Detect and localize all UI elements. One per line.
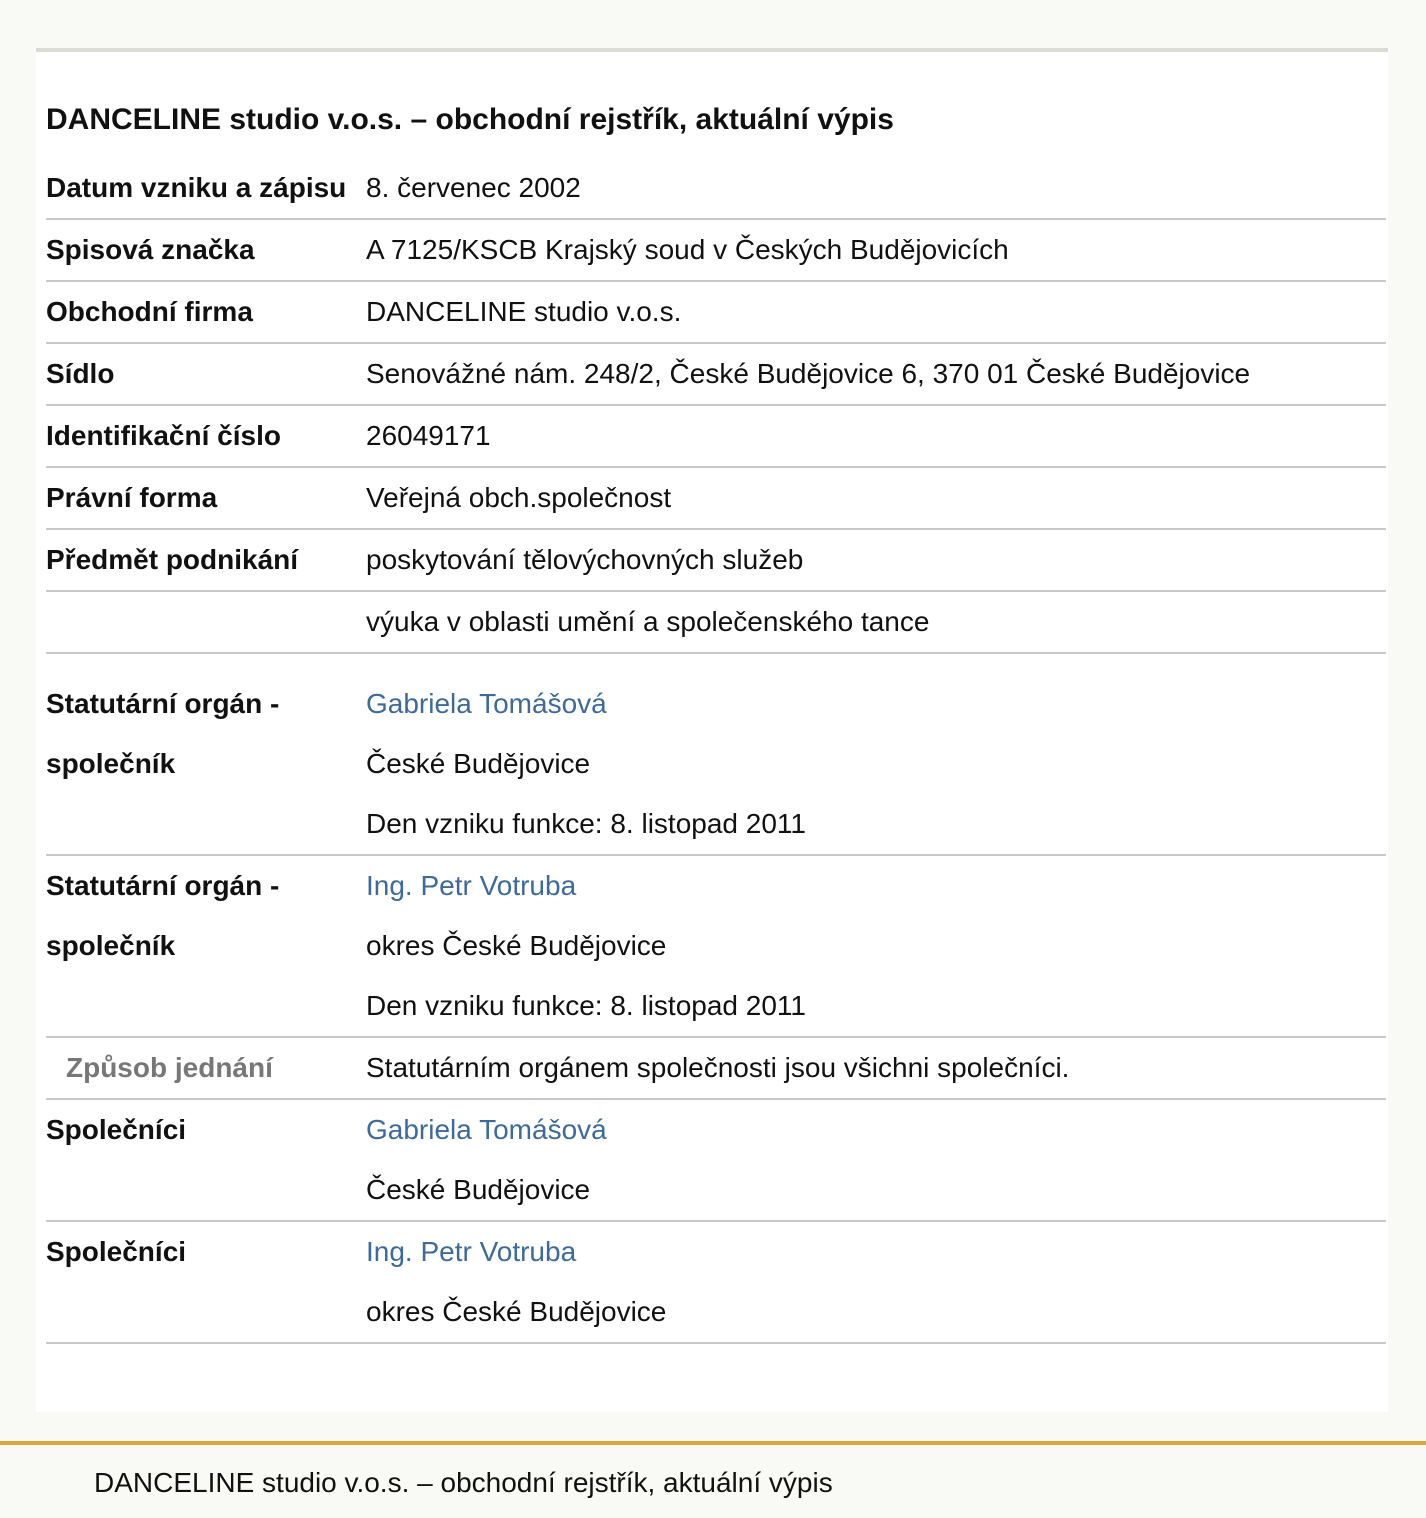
row-value: A 7125/KSCB Krajský soud v Českých Budějovicích [366, 234, 1009, 265]
row-values [366, 1100, 1386, 1220]
person-link-votruba[interactable]: Ing. Petr Votruba [366, 870, 577, 901]
row-spolecnici [46, 1100, 1386, 1222]
row-label-empty [46, 592, 366, 652]
row-values [366, 674, 1386, 854]
row-label: Společníci [46, 1114, 187, 1145]
row-label: Předmět podnikání [46, 544, 299, 575]
row-values [366, 530, 1386, 590]
person-place: České Budějovice [366, 748, 591, 779]
row-values [366, 856, 1386, 1036]
row-statutarni-organ [46, 674, 1386, 856]
row-label: Sídlo [46, 358, 115, 389]
row-values [366, 344, 1386, 404]
row-label: Obchodní firma [46, 296, 253, 327]
row-values [366, 406, 1386, 466]
row-values [366, 220, 1386, 280]
row-value: Veřejná obch.společnost [366, 482, 672, 513]
row-predmet-podnikani-cont [46, 592, 1386, 654]
row-label: Spisová značka [46, 234, 255, 265]
row-spisova-znacka [46, 220, 1386, 282]
row-value: 26049171 [366, 420, 491, 451]
row-values [366, 158, 1386, 218]
function-since: Den vzniku funkce: 8. listopad 2011 [366, 990, 806, 1021]
row-pravni-forma [46, 468, 1386, 530]
row-datum-vzniku [46, 158, 1386, 220]
row-values [366, 468, 1386, 528]
row-values [366, 592, 1386, 652]
row-label: Způsob jednání [66, 1052, 273, 1083]
row-value: Senovážné nám. 248/2, České Budějovice 6, 370 01 České Budějovice [366, 358, 1251, 389]
row-values [366, 1038, 1386, 1098]
row-obchodni-firma [46, 282, 1386, 344]
person-place: okres České Budějovice [366, 930, 667, 961]
row-value: poskytování tělovýchovných služeb [366, 544, 804, 575]
row-label: Statutární orgán - společník [46, 688, 280, 779]
row-spolecnici [46, 1222, 1386, 1344]
row-label: Identifikační číslo [46, 420, 281, 451]
person-place: okres České Budějovice [366, 1296, 667, 1327]
row-value: 8. červenec 2002 [366, 172, 581, 203]
registry-table [46, 158, 1386, 1344]
row-label: Statutární orgán - společník [46, 870, 280, 961]
row-value: Statutárním orgánem společnosti jsou všichni společníci. [366, 1052, 1070, 1083]
row-statutarni-organ [46, 856, 1386, 1038]
person-link-tomasova[interactable]: Gabriela Tomášová [366, 688, 607, 719]
row-values [366, 1222, 1386, 1342]
row-value: výuka v oblasti umění a společenského tance [366, 606, 930, 637]
row-value: DANCELINE studio v.o.s. [366, 296, 682, 327]
row-zpusob-jednani [46, 1038, 1386, 1100]
function-since: Den vzniku funkce: 8. listopad 2011 [366, 808, 806, 839]
row-label: Právní forma [46, 482, 218, 513]
row-label: Datum vzniku a zápisu [46, 172, 347, 203]
page-footer [0, 1441, 1426, 1518]
row-sidlo [46, 344, 1386, 406]
registry-card [36, 48, 1388, 1412]
row-values [366, 282, 1386, 342]
row-identifikacni-cislo [46, 406, 1386, 468]
person-link-tomasova[interactable]: Gabriela Tomášová [366, 1114, 607, 1145]
page-title: DANCELINE studio v.o.s. – obchodní rejstřík, aktuální výpis [46, 103, 894, 136]
person-link-votruba[interactable]: Ing. Petr Votruba [366, 1236, 577, 1267]
footer-title: DANCELINE studio v.o.s. – obchodní rejstřík, aktuální výpis [94, 1467, 833, 1498]
person-place: České Budějovice [366, 1174, 591, 1205]
row-label: Společníci [46, 1236, 187, 1267]
row-predmet-podnikani [46, 530, 1386, 592]
